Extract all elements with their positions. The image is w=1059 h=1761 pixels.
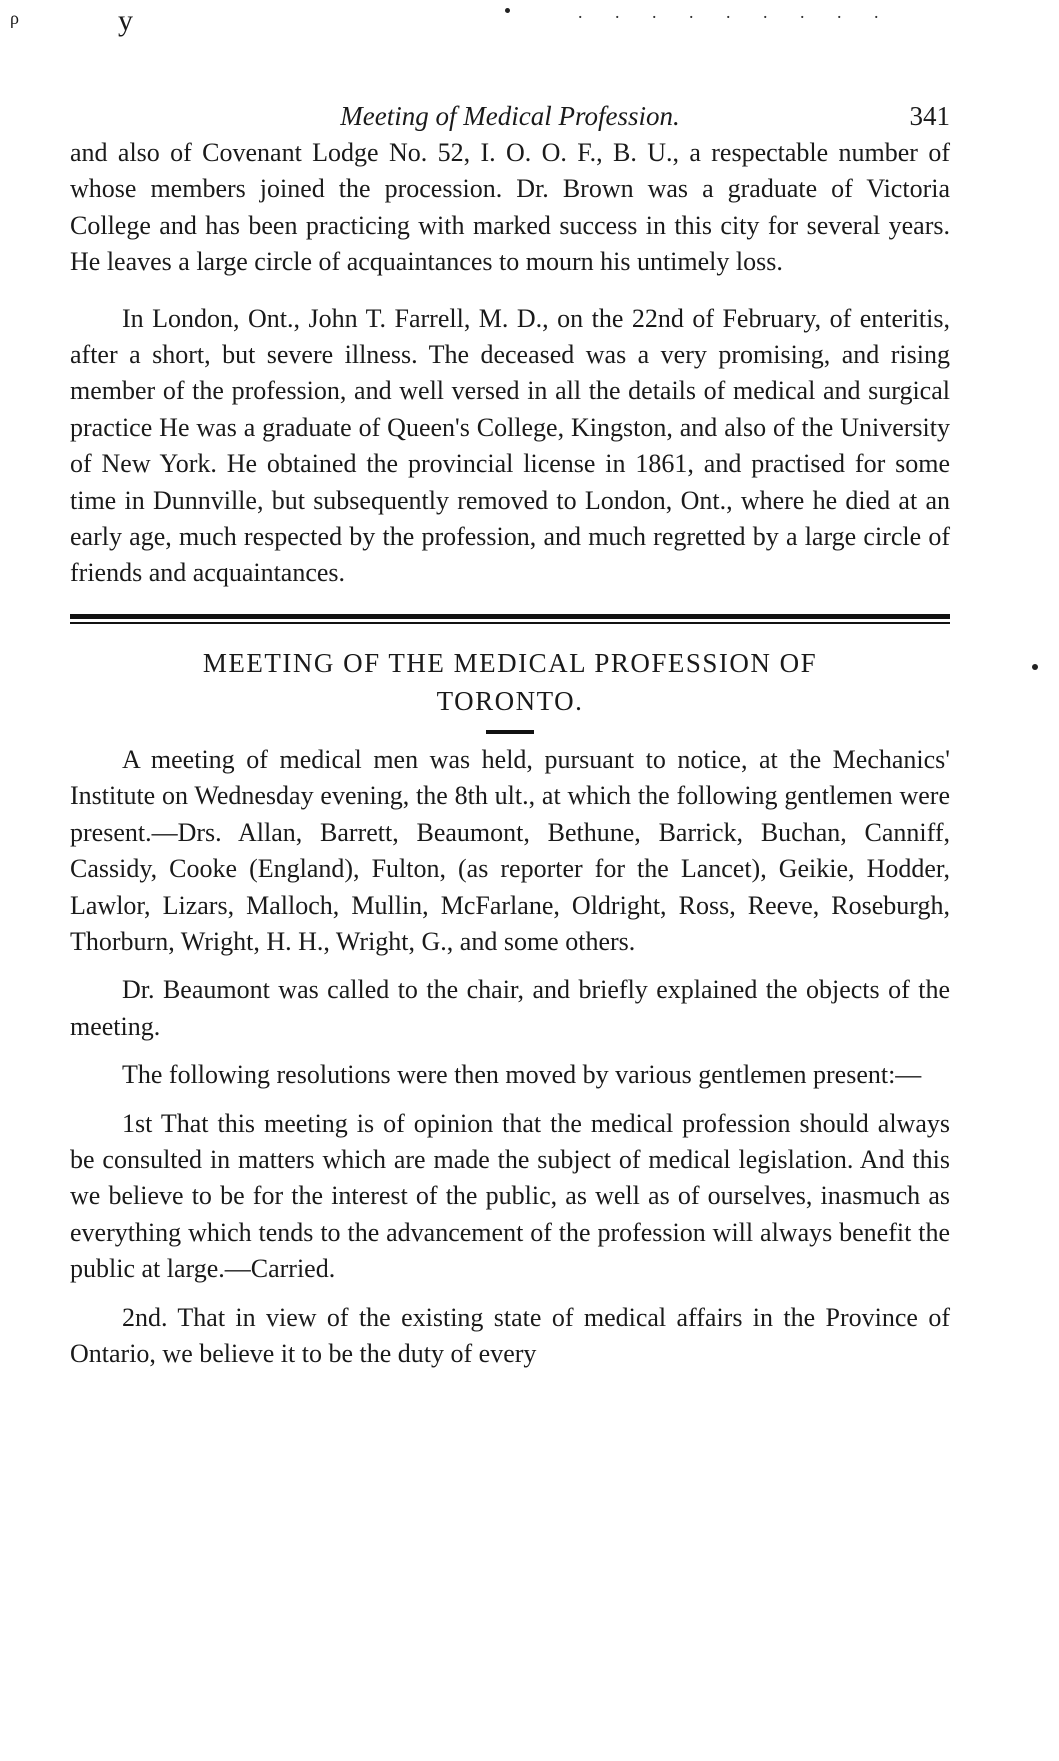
divider-thick-line: [70, 614, 950, 619]
scan-artifacts: [0, 0, 1059, 60]
paragraph-resolution-2: 2nd. That in view of the existing state of medical affairs in the Province of Ontario, we believe it to be the duty of every: [70, 1302, 950, 1368]
paragraph-gap: [70, 960, 950, 972]
section-divider: [70, 614, 950, 626]
document-page: [70, 95, 950, 1372]
page-header: [70, 95, 950, 135]
paragraph-resolution-1: 1st That this meeting is of opinion that the medical profession should always be consulted in matters which are made the subject of medical legislation. And this we believe to be for the interest of the public, as well as of ourselves, inasmuch as everything which tends to the advancement of the profession will always benefit the public at large.—Carried.: [70, 1108, 950, 1284]
section-title: [70, 644, 950, 720]
section-title-line-2: TORONTO.: [436, 685, 584, 716]
paragraph-resolutions-intro: The following resolutions were then moved by various gentlemen present:—: [122, 1060, 922, 1090]
stray-mark-y: y: [118, 4, 133, 37]
paragraph-gap: [70, 281, 950, 301]
running-head: Meeting of Medical Profession.: [340, 101, 680, 131]
title-short-rule: [486, 730, 534, 734]
stray-dot: [505, 8, 510, 13]
paragraph-gap: [70, 1045, 950, 1057]
margin-dot: [1032, 664, 1038, 670]
paragraph-obituary-farrell: In London, Ont., John T. Farrell, M. D., on the 22nd of February, of enteritis, after a short, but severe illness. The deceased was a very promising, and rising member of the profession, and well versed in all the details of medical and surgical practice He was a graduate of Queen's College, Kingston, and also of the University of New York. He obtained the provincial license in 1861, and practised for some time in Dunnville, but subsequently removed to London, Ont., where he died at an early age, much respected by the profession, and much regretted by a large circle of friends and acquaintances.: [70, 303, 950, 588]
stray-dots-row: . . . . . . . . .: [578, 2, 893, 22]
section-title-line-1: MEETING OF THE MEDICAL PROFESSION OF: [202, 647, 818, 678]
paragraph-gap: [70, 1094, 950, 1106]
stray-mark-left: ρ: [10, 8, 19, 28]
paragraph-meeting-attendance: A meeting of medical men was held, pursuant to notice, at the Mechanics' Institute on Wednesday evening, the 8th ult., at which the following gentlemen were present.—Drs. Allan, Barrett, Beaumont, Bethune, Barrick, Buchan, Canniff, Cassidy, Cooke (England), Fulton, (as reporter for the Lancet), Geikie, Hodder, Lawlor, Lizars, Malloch, Mullin, McFarlane, Oldright, Ross, Reeve, Roseburgh, Thorburn, Wright, H. H., Wright, G., and some others.: [70, 744, 950, 956]
paragraph-chair: Dr. Beaumont was called to the chair, and briefly explained the objects of the meeting.: [70, 975, 950, 1041]
page-number: 341: [909, 101, 950, 131]
paragraph-gap: [70, 1288, 950, 1300]
divider-thin-line: [70, 622, 950, 624]
paragraph-obituary-brown: and also of Covenant Lodge No. 52, I. O. O. F., B. U., a respectable number of whose members joined the procession. Dr. Brown was a graduate of Victoria College and has been practicing with marked success in this city for several years. He leaves a large circle of acquaintances to mourn his untimely loss.: [70, 138, 950, 277]
